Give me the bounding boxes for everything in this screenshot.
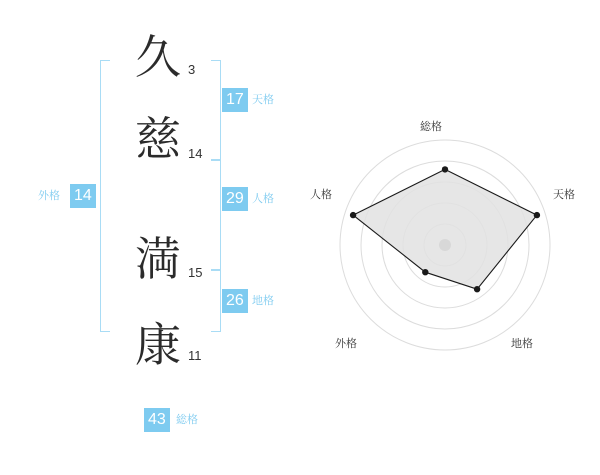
chikaku-badge[interactable]: 26 bbox=[222, 289, 248, 313]
jinkaku-badge[interactable]: 29 bbox=[222, 187, 248, 211]
tenkaku-bracket bbox=[211, 60, 221, 160]
gaikaku-badge[interactable]: 14 bbox=[70, 184, 96, 208]
name-strokes-panel bbox=[0, 0, 300, 470]
radar-point-0 bbox=[442, 166, 448, 172]
kanji-strokes-4: 11 bbox=[188, 348, 202, 363]
chikaku-bracket bbox=[211, 270, 221, 332]
axis-label-gaikaku: 外格 bbox=[335, 337, 357, 350]
jinkaku-bracket bbox=[211, 160, 221, 270]
radar-point-1 bbox=[534, 212, 540, 218]
tenkaku-label: 天格 bbox=[252, 93, 274, 106]
kanji-strokes-2: 14 bbox=[188, 146, 203, 161]
kanji-strokes-3: 15 bbox=[188, 265, 203, 280]
radar-chart-panel bbox=[300, 0, 600, 470]
jinkaku-label: 人格 bbox=[252, 192, 274, 205]
kanji-char-1: 久 bbox=[135, 30, 181, 84]
kanji-char-4: 康 bbox=[135, 318, 181, 372]
tenkaku-badge[interactable]: 17 bbox=[222, 88, 248, 112]
gaikaku-label: 外格 bbox=[38, 189, 60, 202]
kanji-strokes-1: 3 bbox=[188, 62, 196, 77]
radar-center-dot bbox=[439, 239, 451, 251]
radar-point-4 bbox=[350, 212, 356, 218]
axis-label-tenkaku: 天格 bbox=[553, 188, 575, 201]
kanji-char-3: 満 bbox=[135, 232, 181, 286]
axis-label-chikaku: 地格 bbox=[511, 337, 533, 350]
gaikaku-bracket bbox=[100, 60, 110, 332]
soukaku-badge[interactable]: 43 bbox=[144, 408, 170, 432]
chikaku-label: 地格 bbox=[252, 294, 274, 307]
axis-label-jinkaku: 人格 bbox=[310, 188, 332, 201]
radar-point-2 bbox=[474, 286, 480, 292]
soukaku-label: 総格 bbox=[176, 413, 198, 426]
radar-chart-svg bbox=[300, 0, 600, 470]
axis-label-soukaku: 総格 bbox=[420, 120, 442, 133]
kanji-char-2: 慈 bbox=[135, 112, 181, 166]
radar-point-3 bbox=[422, 269, 428, 275]
